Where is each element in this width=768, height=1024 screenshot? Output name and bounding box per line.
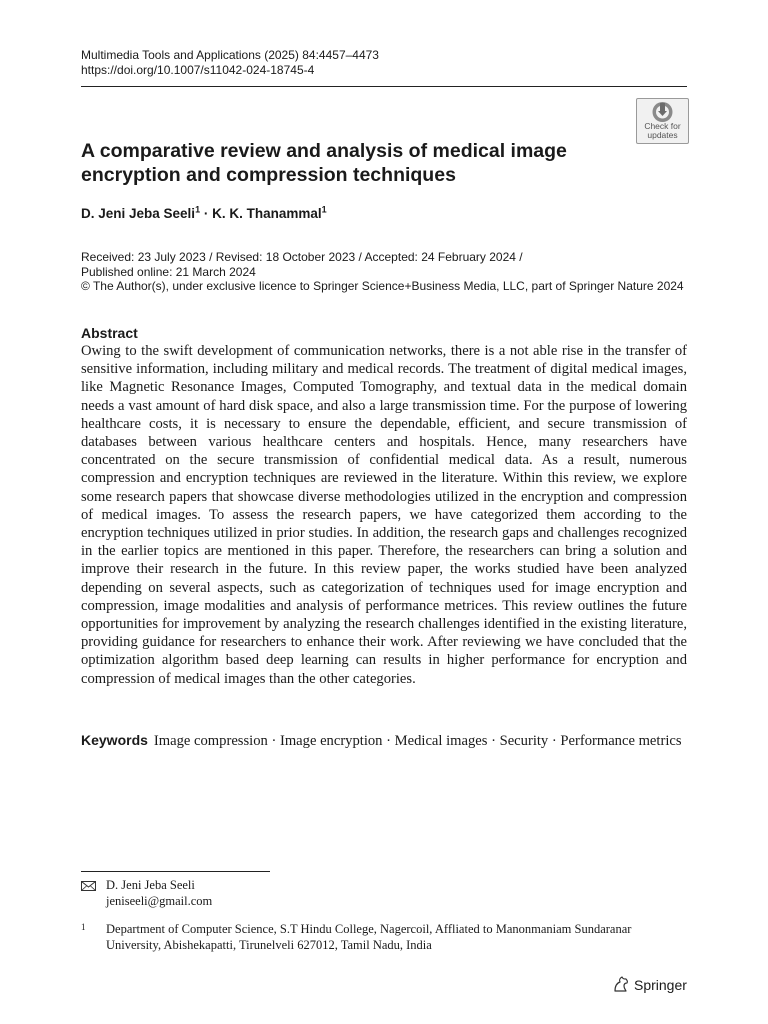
affiliation-text: Department of Computer Science, S.T Hindu College, Nagercoil, Affliated to Manonmaniam Sundaranar University, Abishekapatti, Tirunelveli 627012, Tamil Nadu, India xyxy=(106,922,632,952)
journal-citation: Multimedia Tools and Applications (2025) 84:4457–4473 xyxy=(81,48,379,62)
author-separator: · xyxy=(200,206,213,221)
keywords-section xyxy=(81,731,687,750)
article-title: A comparative review and analysis of medical image encryption and compression techniques xyxy=(81,140,567,186)
publication-history xyxy=(81,250,701,294)
publisher-name: Springer xyxy=(634,977,687,993)
author-name[interactable]: K. K. Thanammal xyxy=(212,206,322,221)
abstract-text: Owing to the swift development of communication networks, there is a not able rise in the transfer of sensitive information, including military and medical records. The treatment of digital medical images, like Magnetic Resonance Images, Computed Tomography, and textual data in the medical domain needs a vast amount of hard disk space, and also a large transmission time. For the purpose of lowering healthcare costs, it is necessary to ensure the dependable, efficient, and secure transmission of databases between various healthcare centers and hospitals. Hence, many researchers have concentrated on the secure transmission of confidential medical data. As a result, numerous compression and encryption techniques are reviewed in the literature. Within this review, we explore some research papers that showcase diverse methodologies utilized in the encryption and compression of medical images. To assess the research papers, we have categorized them according to the encryption techniques utilized in prior studies. In addition, the research gaps and challenges recognized in the earlier topics are mentioned in this paper. Therefore, the researchers can bring a solution and improve their research in the future. In this review paper, the works studied have been analyzed depending on several aspects, such as categorization of techniques used for image encryption and compression, image modalities and analysis of performance metrices. This review outlines the future opportunities for improvement by analyzing the research challenges identified in the existing literature, providing guidance for researchers to enhance their work. After reviewing we have concluded that the optimization algorithm based deep learning can results in higher performance for encryption and compression of medical images than the other categories. xyxy=(81,343,687,687)
check-for-updates-icon xyxy=(649,101,676,123)
author-list xyxy=(81,205,327,223)
keywords-list: Image compression · Image encryption · Medical images · Security · Performance metrics xyxy=(153,733,682,749)
abstract-heading: Abstract xyxy=(81,325,138,341)
affiliation-marker: 1 xyxy=(195,204,201,215)
corresponding-name: D. Jeni Jeba Seeli xyxy=(106,878,195,892)
corresponding-email[interactable]: jeniseeli@gmail.com xyxy=(106,894,213,908)
affiliation-marker: 1 xyxy=(321,204,327,215)
envelope-icon xyxy=(81,881,96,891)
doi-link[interactable]: https://doi.org/10.1007/s11042-024-18745-4 xyxy=(81,63,315,77)
check-for-updates-badge[interactable] xyxy=(636,98,689,144)
header-divider xyxy=(81,86,687,87)
journal-header xyxy=(81,48,379,78)
keywords-label: Keywords xyxy=(81,732,148,748)
affiliation-number: 1 xyxy=(81,922,86,932)
badge-line-1: Check for xyxy=(644,121,681,131)
author-name[interactable]: D. Jeni Jeba Seeli xyxy=(81,206,196,221)
springer-horse-icon xyxy=(612,976,630,993)
published-online: Published online: 21 March 2024 xyxy=(81,264,256,279)
badge-line-2: updates xyxy=(647,130,678,140)
copyright-notice: © The Author(s), under exclusive licence to Springer Science+Business Media, LLC, part of Springer Nature 2024 xyxy=(81,279,684,293)
footnote-divider xyxy=(81,871,270,872)
history-dates: Received: 23 July 2023 / Revised: 18 October 2023 / Accepted: 24 February 2024 / xyxy=(81,250,523,264)
